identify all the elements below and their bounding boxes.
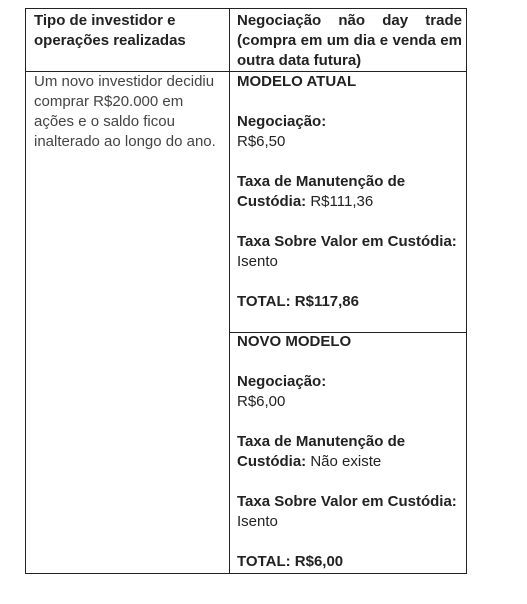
new-model-cell xyxy=(237,332,462,572)
current-maintenance-fee xyxy=(237,172,462,212)
header-non-day-trade: Negociação não day trade (compra em um dia e venda em outra data futura) xyxy=(237,12,462,69)
new-negotiation xyxy=(237,372,462,412)
header-investor-type: Tipo de investidor e operações realizadas xyxy=(34,12,186,49)
negotiation-label: Negociação: xyxy=(237,373,327,390)
column-divider xyxy=(229,9,230,573)
maintenance-fee-label: Taxa de Manutenção de Custódia: xyxy=(237,173,406,210)
current-model-title: MODELO ATUAL xyxy=(237,73,357,90)
comparison-table xyxy=(25,8,467,574)
current-negotiation xyxy=(237,112,462,152)
negotiation-value: R$6,50 xyxy=(237,133,286,150)
negotiation-label: Negociação: xyxy=(237,113,327,130)
current-custody-value-fee xyxy=(237,232,462,272)
new-maintenance-fee xyxy=(237,432,462,472)
custody-value-fee-value: Isento xyxy=(237,253,278,270)
maintenance-fee-label: Taxa de Manutenção de Custódia: xyxy=(237,433,406,470)
negotiation-value: R$6,00 xyxy=(237,393,286,410)
current-total: TOTAL: R$117,86 xyxy=(237,293,359,310)
maintenance-fee-value: Não existe xyxy=(310,453,382,470)
custody-value-fee-value: Isento xyxy=(237,513,278,530)
custody-value-fee-label: Taxa Sobre Valor em Custódia: xyxy=(237,493,457,510)
maintenance-fee-value: R$111,36 xyxy=(310,193,374,210)
new-model-title: NOVO MODELO xyxy=(237,333,352,350)
new-custody-value-fee xyxy=(237,492,462,532)
current-model-cell xyxy=(237,72,462,312)
custody-value-fee-label: Taxa Sobre Valor em Custódia: xyxy=(237,233,457,250)
new-total: TOTAL: R$6,00 xyxy=(237,553,344,570)
investor-description: Um novo investidor decidiu comprar R$20.000 em ações e o saldo ficou inalterado ao longo do ano. xyxy=(34,73,216,150)
